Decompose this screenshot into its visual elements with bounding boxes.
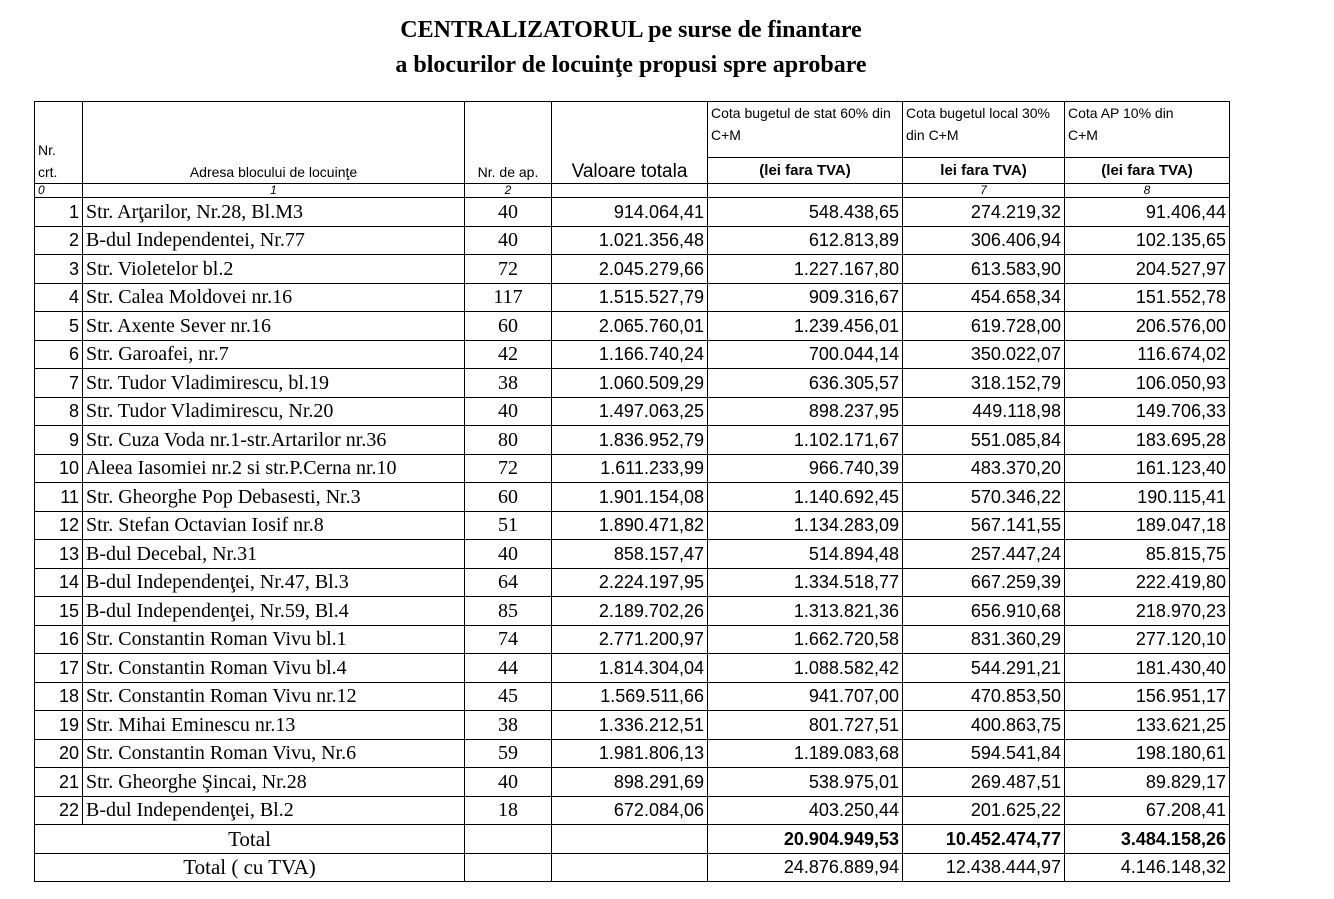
table-row	[35, 369, 1230, 398]
total-empty-valoare	[552, 825, 708, 854]
row-valoare-totala: 1.336.212,51	[552, 711, 708, 740]
header-ap-unit: (lei fara TVA)	[1065, 158, 1230, 184]
row-cota-local: 551.085,84	[903, 426, 1065, 455]
row-valoare-totala: 2.065.760,01	[552, 312, 708, 341]
row-cota-ap: 277.120,10	[1065, 625, 1230, 654]
row-cota-ap: 67.208,41	[1065, 796, 1230, 825]
row-valoare-totala: 2.189.702,26	[552, 597, 708, 626]
row-nr: 15	[35, 597, 83, 626]
row-cota-stat: 548.438,65	[708, 198, 903, 227]
row-valoare-totala: 1.569.511,66	[552, 682, 708, 711]
header-index-row	[35, 184, 1230, 198]
row-address: Str. Tudor Vladimirescu, bl.19	[83, 369, 465, 398]
row-cota-ap: 102.135,65	[1065, 226, 1230, 255]
row-cota-ap: 149.706,33	[1065, 397, 1230, 426]
row-cota-local: 269.487,51	[903, 768, 1065, 797]
row-cota-stat: 1.239.456,01	[708, 312, 903, 341]
row-address: Str. Constantin Roman Vivu, Nr.6	[83, 739, 465, 768]
header-cota-stat: Cota bugetul de stat 60% din C+M	[708, 102, 903, 158]
row-cota-ap: 181.430,40	[1065, 654, 1230, 683]
table-row	[35, 654, 1230, 683]
row-nr: 2	[35, 226, 83, 255]
row-nr-ap: 40	[465, 226, 552, 255]
row-nr: 3	[35, 255, 83, 284]
row-valoare-totala: 1.901.154,08	[552, 483, 708, 512]
row-address: Aleea Iasomiei nr.2 si str.P.Cerna nr.10	[83, 454, 465, 483]
row-valoare-totala: 1.836.952,79	[552, 426, 708, 455]
header-local-unit: lei fara TVA)	[903, 158, 1065, 184]
row-cota-stat: 898.237,95	[708, 397, 903, 426]
row-address: Str. Cuza Voda nr.1-str.Artarilor nr.36	[83, 426, 465, 455]
row-nr-ap: 40	[465, 540, 552, 569]
table-row	[35, 796, 1230, 825]
row-nr-ap: 40	[465, 198, 552, 227]
row-nr-ap: 38	[465, 369, 552, 398]
row-nr-ap: 38	[465, 711, 552, 740]
row-cota-stat: 1.334.518,77	[708, 568, 903, 597]
col-index	[708, 184, 903, 198]
row-nr-ap: 64	[465, 568, 552, 597]
row-cota-ap: 156.951,17	[1065, 682, 1230, 711]
row-cota-local: 201.625,22	[903, 796, 1065, 825]
table-row	[35, 711, 1230, 740]
row-nr: 1	[35, 198, 83, 227]
row-cota-stat: 941.707,00	[708, 682, 903, 711]
row-cota-stat: 1.227.167,80	[708, 255, 903, 284]
row-cota-local: 667.259,39	[903, 568, 1065, 597]
row-cota-ap: 89.829,17	[1065, 768, 1230, 797]
col-index: 7	[903, 184, 1065, 198]
row-address: B-dul Independenţei, Bl.2	[83, 796, 465, 825]
row-valoare-totala: 1.060.509,29	[552, 369, 708, 398]
header-row	[35, 102, 1230, 158]
document-title-line2: a blocurilor de locuinţe propusi spre aprobare	[395, 52, 867, 78]
row-cota-local: 831.360,29	[903, 625, 1065, 654]
row-cota-local: 570.346,22	[903, 483, 1065, 512]
table-row	[35, 625, 1230, 654]
row-cota-ap: 222.419,80	[1065, 568, 1230, 597]
row-cota-ap: 206.576,00	[1065, 312, 1230, 341]
row-cota-stat: 801.727,51	[708, 711, 903, 740]
row-nr: 11	[35, 483, 83, 512]
row-nr-ap: 40	[465, 397, 552, 426]
row-valoare-totala: 1.166.740,24	[552, 340, 708, 369]
table-row	[35, 568, 1230, 597]
row-cota-local: 483.370,20	[903, 454, 1065, 483]
row-cota-stat: 514.894,48	[708, 540, 903, 569]
row-cota-ap: 133.621,25	[1065, 711, 1230, 740]
row-cota-ap: 106.050,93	[1065, 369, 1230, 398]
header-adresa: Adresa blocului de locuinţe	[83, 102, 465, 184]
row-nr-ap: 51	[465, 511, 552, 540]
row-cota-stat: 1.102.171,67	[708, 426, 903, 455]
row-cota-ap: 91.406,44	[1065, 198, 1230, 227]
row-nr: 12	[35, 511, 83, 540]
col-index: 1	[83, 184, 465, 198]
header-valoare-totala: Valoare totala	[552, 102, 708, 184]
row-nr: 6	[35, 340, 83, 369]
row-address: Str. Gheorghe Şincai, Nr.28	[83, 768, 465, 797]
total-empty-ap	[465, 825, 552, 854]
row-nr: 5	[35, 312, 83, 341]
header-cota-ap: Cota AP 10% din C+M	[1065, 102, 1230, 158]
row-cota-local: 318.152,79	[903, 369, 1065, 398]
col-index: 0	[35, 184, 83, 198]
table-row	[35, 739, 1230, 768]
row-valoare-totala: 1.497.063,25	[552, 397, 708, 426]
header-stat-unit: (lei fara TVA)	[708, 158, 903, 184]
row-cota-local: 619.728,00	[903, 312, 1065, 341]
row-nr: 4	[35, 283, 83, 312]
row-cota-stat: 403.250,44	[708, 796, 903, 825]
row-address: Str. Mihai Eminescu nr.13	[83, 711, 465, 740]
row-address: Str. Constantin Roman Vivu bl.1	[83, 625, 465, 654]
row-cota-ap: 190.115,41	[1065, 483, 1230, 512]
row-cota-stat: 966.740,39	[708, 454, 903, 483]
row-address: Str. Constantin Roman Vivu nr.12	[83, 682, 465, 711]
table-row	[35, 597, 1230, 626]
row-address: B-dul Independenţei, Nr.59, Bl.4	[83, 597, 465, 626]
total-tva-empty-valoare	[552, 853, 708, 882]
total-label: Total	[35, 825, 465, 854]
table-row	[35, 312, 1230, 341]
total-tva-label: Total ( cu TVA)	[35, 853, 465, 882]
row-cota-local: 544.291,21	[903, 654, 1065, 683]
table-row	[35, 226, 1230, 255]
row-nr: 14	[35, 568, 83, 597]
row-cota-ap: 151.552,78	[1065, 283, 1230, 312]
row-nr: 16	[35, 625, 83, 654]
row-cota-local: 454.658,34	[903, 283, 1065, 312]
total-tva-local: 12.438.444,97	[903, 853, 1065, 882]
row-cota-ap: 198.180,61	[1065, 739, 1230, 768]
row-address: Str. Tudor Vladimirescu, Nr.20	[83, 397, 465, 426]
row-cota-stat: 1.088.582,42	[708, 654, 903, 683]
row-address: Str. Axente Sever nr.16	[83, 312, 465, 341]
row-cota-local: 613.583,90	[903, 255, 1065, 284]
row-nr: 13	[35, 540, 83, 569]
document-title-line1: CENTRALIZATORUL pe surse de finantare	[400, 17, 862, 43]
row-address: B-dul Decebal, Nr.31	[83, 540, 465, 569]
row-address: Str. Violetelor bl.2	[83, 255, 465, 284]
row-nr: 22	[35, 796, 83, 825]
table-row	[35, 397, 1230, 426]
row-address: Str. Gheorghe Pop Debasesti, Nr.3	[83, 483, 465, 512]
row-cota-stat: 1.140.692,45	[708, 483, 903, 512]
header-nr-ap: Nr. de ap.	[465, 102, 552, 184]
row-cota-ap: 116.674,02	[1065, 340, 1230, 369]
table-row	[35, 768, 1230, 797]
row-cota-local: 400.863,75	[903, 711, 1065, 740]
table-row	[35, 340, 1230, 369]
table-row	[35, 540, 1230, 569]
col-index	[552, 184, 708, 198]
row-cota-local: 306.406,94	[903, 226, 1065, 255]
row-nr-ap: 80	[465, 426, 552, 455]
row-valoare-totala: 672.084,06	[552, 796, 708, 825]
row-nr-ap: 40	[465, 768, 552, 797]
row-valoare-totala: 2.771.200,97	[552, 625, 708, 654]
row-valoare-totala: 2.045.279,66	[552, 255, 708, 284]
table-row	[35, 454, 1230, 483]
row-nr: 8	[35, 397, 83, 426]
row-valoare-totala: 1.981.806,13	[552, 739, 708, 768]
row-cota-local: 567.141,55	[903, 511, 1065, 540]
row-nr: 21	[35, 768, 83, 797]
table-row	[35, 511, 1230, 540]
row-nr-ap: 42	[465, 340, 552, 369]
row-valoare-totala: 1.890.471,82	[552, 511, 708, 540]
row-nr-ap: 72	[465, 255, 552, 284]
financing-table	[34, 101, 1230, 882]
row-cota-local: 274.219,32	[903, 198, 1065, 227]
total-tva-row	[35, 853, 1230, 882]
row-cota-stat: 1.134.283,09	[708, 511, 903, 540]
total-tva-ap: 4.146.148,32	[1065, 853, 1230, 882]
row-cota-stat: 1.662.720,58	[708, 625, 903, 654]
row-nr: 7	[35, 369, 83, 398]
header-nr-crt: Nr. crt.	[35, 102, 83, 184]
total-ap: 3.484.158,26	[1065, 825, 1230, 854]
row-cota-local: 470.853,50	[903, 682, 1065, 711]
row-cota-local: 257.447,24	[903, 540, 1065, 569]
row-nr-ap: 60	[465, 483, 552, 512]
row-cota-stat: 538.975,01	[708, 768, 903, 797]
row-nr: 18	[35, 682, 83, 711]
row-nr: 19	[35, 711, 83, 740]
row-address: B-dul Independentei, Nr.77	[83, 226, 465, 255]
row-nr-ap: 60	[465, 312, 552, 341]
row-address: Str. Garoafei, nr.7	[83, 340, 465, 369]
row-nr: 9	[35, 426, 83, 455]
col-index: 8	[1065, 184, 1230, 198]
row-valoare-totala: 898.291,69	[552, 768, 708, 797]
row-nr-ap: 72	[465, 454, 552, 483]
row-nr-ap: 59	[465, 739, 552, 768]
row-valoare-totala: 1.814.304,04	[552, 654, 708, 683]
table-row	[35, 682, 1230, 711]
table-row	[35, 255, 1230, 284]
row-cota-ap: 85.815,75	[1065, 540, 1230, 569]
row-nr-ap: 85	[465, 597, 552, 626]
row-cota-local: 449.118,98	[903, 397, 1065, 426]
row-nr-ap: 44	[465, 654, 552, 683]
table-row	[35, 198, 1230, 227]
total-tva-empty-ap	[465, 853, 552, 882]
row-cota-stat: 612.813,89	[708, 226, 903, 255]
row-valoare-totala: 858.157,47	[552, 540, 708, 569]
row-cota-ap: 161.123,40	[1065, 454, 1230, 483]
row-valoare-totala: 1.021.356,48	[552, 226, 708, 255]
row-valoare-totala: 1.611.233,99	[552, 454, 708, 483]
total-stat: 20.904.949,53	[708, 825, 903, 854]
row-address: Str. Stefan Octavian Iosif nr.8	[83, 511, 465, 540]
row-cota-local: 656.910,68	[903, 597, 1065, 626]
total-tva-stat: 24.876.889,94	[708, 853, 903, 882]
row-address: Str. Constantin Roman Vivu bl.4	[83, 654, 465, 683]
table-row	[35, 483, 1230, 512]
row-valoare-totala: 2.224.197,95	[552, 568, 708, 597]
row-nr-ap: 74	[465, 625, 552, 654]
row-address: Str. Arţarilor, Nr.28, Bl.M3	[83, 198, 465, 227]
row-cota-stat: 909.316,67	[708, 283, 903, 312]
row-cota-stat: 700.044,14	[708, 340, 903, 369]
row-nr-ap: 45	[465, 682, 552, 711]
row-cota-local: 350.022,07	[903, 340, 1065, 369]
row-cota-stat: 1.189.083,68	[708, 739, 903, 768]
row-nr-ap: 18	[465, 796, 552, 825]
row-nr: 17	[35, 654, 83, 683]
row-valoare-totala: 914.064,41	[552, 198, 708, 227]
row-cota-stat: 1.313.821,36	[708, 597, 903, 626]
total-row	[35, 825, 1230, 854]
row-nr-ap: 117	[465, 283, 552, 312]
row-cota-stat: 636.305,57	[708, 369, 903, 398]
row-valoare-totala: 1.515.527,79	[552, 283, 708, 312]
total-local: 10.452.474,77	[903, 825, 1065, 854]
row-cota-local: 594.541,84	[903, 739, 1065, 768]
row-nr: 10	[35, 454, 83, 483]
table-row	[35, 283, 1230, 312]
row-cota-ap: 189.047,18	[1065, 511, 1230, 540]
row-cota-ap: 218.970,23	[1065, 597, 1230, 626]
header-cota-local: Cota bugetul local 30% din C+M	[903, 102, 1065, 158]
col-index: 2	[465, 184, 552, 198]
row-nr: 20	[35, 739, 83, 768]
table-row	[35, 426, 1230, 455]
row-address: Str. Calea Moldovei nr.16	[83, 283, 465, 312]
row-cota-ap: 183.695,28	[1065, 426, 1230, 455]
row-address: B-dul Independenţei, Nr.47, Bl.3	[83, 568, 465, 597]
row-cota-ap: 204.527,97	[1065, 255, 1230, 284]
